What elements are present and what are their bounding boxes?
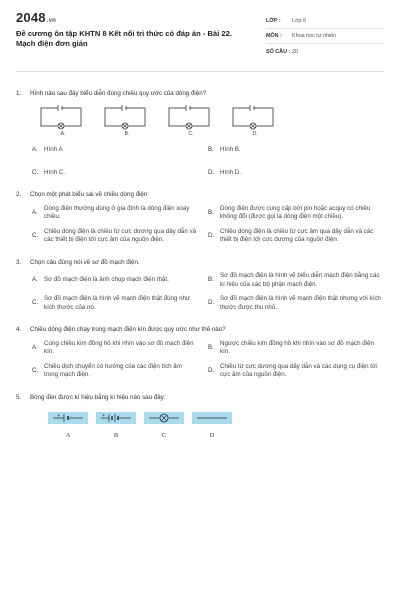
option-text: Cùng chiều kim đồng hồ khi nhìn vào sơ đồ mạch điện kín.: [44, 339, 194, 355]
circuit-figure-c: [166, 104, 216, 139]
answer-option-d[interactable]: [208, 169, 384, 178]
symbol-label: C: [161, 432, 167, 439]
circuit-figures: [38, 104, 384, 139]
meta-value: Khoa học tự nhiên: [292, 33, 337, 39]
question-number: 3.: [16, 258, 22, 266]
option-text: Sơ đồ mạch điện là ảnh chụp mạch điện thật.: [44, 276, 169, 284]
option-letter: A.: [32, 343, 38, 351]
answer-option-c[interactable]: [32, 295, 208, 312]
site-logo[interactable]: [16, 10, 251, 25]
question-text: Bóng đèn được kí hiệu bằng kí hiệu nào sau đây:: [30, 393, 166, 401]
answer-option-d[interactable]: [208, 295, 384, 312]
question-title: [16, 191, 384, 200]
battery-symbol-icon: [48, 412, 88, 424]
option-text: Chiều dòng điện là chiều từ cực âm qua dây dẫn và các thiết bị điện tới cực dương của nguồn điện.: [220, 227, 374, 243]
option-letter: D.: [208, 231, 215, 239]
question-title: [16, 90, 384, 99]
question-title: [16, 394, 384, 403]
answer-option-b[interactable]: [208, 272, 384, 289]
answer-option-d[interactable]: [208, 228, 384, 245]
answer-option-a[interactable]: [32, 146, 208, 155]
answer-options: [32, 340, 384, 380]
symbol-label: B: [113, 432, 119, 439]
option-letter: C.: [32, 299, 39, 307]
symbol-options: [48, 412, 384, 441]
circuit-figure-b: [102, 104, 152, 139]
svg-text:+: +: [57, 413, 61, 418]
question-number: 1.: [16, 90, 22, 97]
answer-option-c[interactable]: [32, 169, 208, 178]
answer-option-b[interactable]: [208, 146, 384, 155]
option-text: Sơ đồ mạch điện là hình vẽ biểu diễn mạch điện bằng các kí hiệu của các bộ phận mạch điện.: [220, 272, 380, 288]
document-title: Đề cương ôn tập KHTN 8 Kết nối tri thức có đáp án - Bài 22. Mạch điện đơn giản: [16, 29, 232, 48]
question-text: Chọn một phát biểu sai về chiều dòng điện:: [30, 191, 150, 198]
figure-label: C.: [188, 130, 194, 137]
meta-key: LỚP :: [266, 18, 281, 24]
logo-tld: .vn: [46, 18, 57, 24]
option-text: Ngược chiều kim đồng hồ khi nhìn vào sơ đồ mạch điện kín.: [220, 339, 374, 355]
meta-row-count: [266, 44, 384, 59]
circuit-diagram-icon: [38, 104, 84, 130]
question-number: 4.: [16, 326, 22, 333]
option-text: Sơ đồ mạch điện là hình vẽ mạch điện thật đúng như kích thước của nó.: [44, 295, 191, 311]
answer-option-c[interactable]: [32, 363, 208, 380]
wire-symbol-icon: [192, 412, 232, 424]
option-letter: A.: [32, 146, 38, 153]
answer-option-a[interactable]: [32, 340, 208, 357]
meta-key: SỐ CÂU :: [266, 48, 291, 55]
question-title: [16, 326, 384, 335]
question-text: Chiều dòng điện chạy trong mạch điện kín được quy ước như thế nào?: [30, 326, 226, 333]
question-title: [16, 259, 384, 268]
option-letter: D.: [208, 168, 215, 176]
meta-key: MÔN :: [266, 33, 282, 39]
answer-option-a[interactable]: [32, 205, 208, 222]
answer-option-d[interactable]: [208, 363, 384, 380]
header-left: [16, 10, 251, 71]
option-text: Chiều dòng điện là chiều từ cực dương qua dây dẫn và các thiết bị điện tới cực âm của nguồn điện.: [44, 227, 197, 243]
meta-table: [266, 14, 384, 71]
option-letter: C.: [32, 168, 39, 176]
answer-option-b[interactable]: [208, 340, 384, 357]
option-text: Hình D.: [220, 168, 241, 176]
option-text: Sơ đồ mạch điện là hình vẽ mạch điện thật nhưng với kích thước được thu nhỏ.: [220, 295, 381, 311]
circuit-figure-a: [38, 104, 88, 139]
option-letter: A.: [32, 276, 38, 284]
question-text: Hình nào sau đây biểu diễn đúng chiều quy ước của dòng điện?: [30, 90, 207, 97]
option-letter: C.: [32, 231, 39, 239]
option-letter: A.: [32, 208, 38, 216]
option-letter: B.: [208, 146, 214, 153]
question-number: 2.: [16, 191, 22, 198]
option-letter: B.: [208, 276, 214, 284]
svg-text:+: +: [102, 413, 106, 418]
symbol-option-d[interactable]: [192, 412, 232, 441]
question-5: [16, 394, 384, 441]
figure-label: B.: [124, 130, 130, 137]
symbol-option-a[interactable]: [48, 412, 88, 441]
header: [16, 10, 384, 72]
question-2: [16, 191, 384, 245]
option-letter: C.: [32, 366, 39, 374]
answer-options: [32, 146, 384, 177]
option-text: Hình C.: [44, 168, 65, 176]
question-1: [16, 90, 384, 177]
circuit-diagram-icon: [166, 104, 212, 130]
meta-row-class: [266, 14, 384, 29]
answer-option-c[interactable]: [32, 228, 208, 245]
option-text: Hình B.: [220, 146, 241, 153]
figure-label: D.: [252, 130, 258, 137]
answer-options: [32, 205, 384, 245]
option-letter: B.: [208, 343, 214, 351]
meta-row-subject: [266, 29, 384, 44]
symbol-option-c[interactable]: [144, 412, 184, 441]
answer-option-b[interactable]: [208, 205, 384, 222]
question-text: Chọn câu đúng nói về sơ đồ mạch điện.: [30, 258, 140, 266]
answer-options: [32, 272, 384, 312]
option-letter: D.: [208, 299, 215, 307]
question-3: [16, 259, 384, 313]
option-text: Chiều dịch chuyển có hướng của các điện tích âm trong mạch điện.: [44, 362, 182, 378]
option-text: Dòng điện được cung cấp bởi pin hoặc acquy có chiều không đổi (được gọi là dòng điện một chiều).: [220, 204, 371, 220]
question-number: 5.: [16, 393, 22, 401]
option-text: Chiều từ cực dương qua dây dẫn và các dụng cụ điện tới cực âm của nguồn điện.: [220, 362, 378, 378]
option-letter: D.: [208, 366, 215, 374]
lamp-symbol-icon: [144, 412, 184, 424]
battery-pack-symbol-icon: [96, 412, 136, 424]
figure-label: A.: [60, 130, 66, 137]
circuit-diagram-icon: [102, 104, 148, 130]
option-text: Hình A: [44, 146, 63, 153]
meta-value: Lớp 8: [292, 18, 307, 24]
meta-value: 20: [292, 48, 298, 55]
option-letter: B.: [208, 208, 214, 216]
question-4: [16, 326, 384, 380]
answer-option-a[interactable]: [32, 272, 208, 289]
option-text: Dòng điện thường dùng ở gia đình là dòng điện xoay chiều.: [44, 204, 190, 220]
symbol-label: D: [209, 432, 215, 439]
logo-text: 2048: [16, 10, 46, 25]
circuit-diagram-icon: [230, 104, 276, 130]
symbol-label: A: [65, 432, 71, 439]
circuit-figure-d: [230, 104, 280, 139]
symbol-option-b[interactable]: [96, 412, 136, 441]
